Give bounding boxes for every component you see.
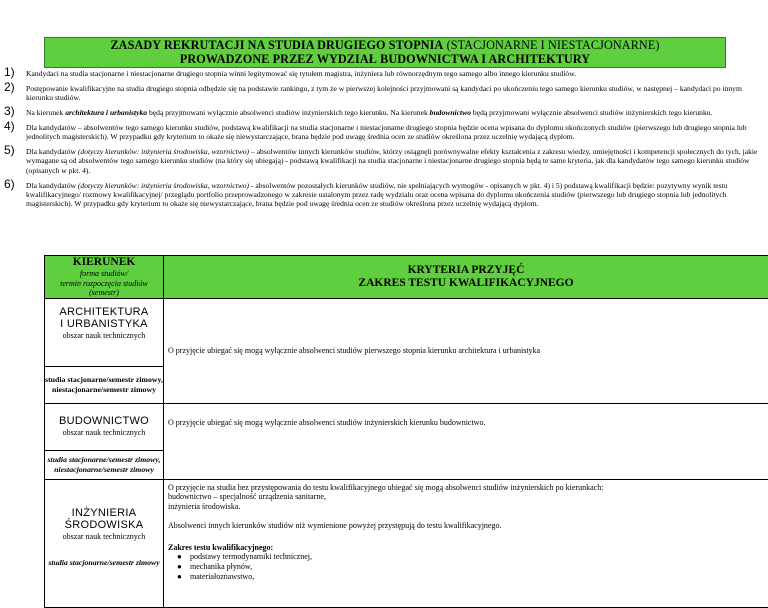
rule-text: - absolwentów pozostałych kierunków studiów, nie spełniających wymogów - opisanych w pkt. 4) i 5) podstawą kwalifikacji będzie: pozytywny wynik testu kwalifikacyjnego/ rozmowy kwalifikacyjnej/ przeglądu portfolio przeprowadzonego w zakresie ustalonym przez radę wydziału oraz ocena wpisana do dyplomu ukończenia studiów (pierwszego lub drugiego stopnia lub jednolitych magisterskich). W przypadku gdy kryterium to okaże się niewystarczające, brana będzie pod uwagę średnia ocen ze studiów określona przez uczelnię wydającą dyplom.	[26, 181, 728, 209]
page-title-main: ZASADY REKRUTACJI NA STUDIA DRUGIEGO STOPNIA	[110, 38, 443, 52]
header-field-subtitle: forma studiów/	[45, 269, 163, 279]
page-title-mode: (STACJONARNE I NIESTACJONARNE)	[443, 38, 659, 52]
rule-item	[4, 123, 762, 142]
study-mode: studia stacjonarne/semestr zimowy	[45, 558, 163, 568]
criteria-text: O przyjęcie ubiegać się mogą wyłącznie absolwenci studiów inżynierskich kierunku budownictwo.	[168, 418, 485, 427]
table-header-row	[45, 256, 768, 299]
bullet-icon: ●	[177, 562, 182, 572]
rule-number: 6)	[4, 180, 15, 189]
criteria-text: Absolwenci innych kierunków studiów niż wymienione powyżej przystępują do testu kwalifikacyjnego.	[168, 521, 768, 531]
table-row	[45, 403, 768, 450]
field-name: ŚRODOWISKA	[45, 519, 163, 532]
bullet-icon: ●	[177, 552, 182, 562]
rule-text: Kandydaci na studia stacjonarne i niestacjonarne drugiego stopnia winni legitymować się tytułem magistra, inżyniera lub równorzędnym tego samego albo innego kierunku studiów.	[26, 69, 576, 78]
page-title	[45, 38, 725, 52]
rule-text: Na kierunek	[26, 108, 65, 117]
list-item	[190, 562, 768, 572]
study-mode: studia stacjonarne/semestr zimowy,	[45, 455, 163, 465]
test-topic: materiałoznawstwo,	[190, 572, 254, 581]
table-row	[45, 479, 768, 607]
rule-emphasis: (dotyczy kierunków: inżynieria środowiska, wzornictwo)	[78, 147, 249, 156]
page-subtitle: PROWADZONE PRZEZ WYDZIAŁ BUDOWNICTWA I ARCHITEKTURY	[45, 52, 725, 66]
field-area: obszar nauk technicznych	[45, 331, 163, 341]
rule-item	[4, 147, 762, 175]
rule-text: Postępowanie kwalifikacyjne na studia drugiego stopnia odbędzie się na podstawie rankingu, z tym że w pierwszej kolejności przyjmowani są kandydaci po ukończeniu tego samego kierunku studiów, w następnej – kandydaci po innym kierunku studiów.	[26, 84, 742, 102]
field-name-cell	[45, 479, 164, 607]
study-mode: studia stacjonarne/semestr zimowy,	[45, 375, 163, 385]
criteria-text: inżynieria środowiska.	[168, 502, 768, 512]
header-field-of-study	[45, 256, 164, 299]
field-area: obszar nauk technicznych	[45, 428, 163, 438]
test-scope-label: Zakres testu kwalifikacyjnego:	[168, 543, 768, 553]
study-mode: niestacjonarne/semestr zimowy	[45, 385, 163, 395]
rule-number: 1)	[4, 68, 15, 77]
field-name: I URBANISTYKA	[45, 318, 163, 331]
header-criteria	[164, 256, 768, 299]
header-field-title: KIERUNEK	[45, 256, 163, 269]
test-topic: podstawy termodynamiki technicznej,	[190, 552, 312, 561]
rule-emphasis: (dotyczy kierunków: inżynieria środowiska, wzornictwo)	[78, 181, 249, 190]
field-name: INŻYNIERIA	[45, 507, 163, 520]
rule-item	[4, 181, 762, 209]
header-field-subtitle: termin rozpoczęcia studiów (semestr)	[45, 279, 163, 298]
table-row	[45, 298, 768, 366]
rule-number: 4)	[4, 122, 15, 131]
study-mode-cell	[45, 366, 164, 403]
bullet-icon: ●	[177, 572, 182, 582]
page-title-banner	[44, 37, 726, 68]
rule-text: będą przyjmowani wyłącznie absolwenci studiów inżynierskich tego kierunku. Na kierunek	[147, 108, 430, 117]
criteria-text: budownictwo – specjalność urządzenia sanitarne,	[168, 492, 768, 502]
field-name: ARCHITEKTURA	[45, 306, 163, 319]
rule-text: Dla kandydatów	[26, 147, 78, 156]
rule-item	[4, 108, 762, 117]
rule-text: Dla kandydatów – absolwentów tego samego kierunku studiów, podstawą kwalifikacji na studia stacjonarne i niestacjonarne drugiego stopnia będzie ocena wpisana do dyplomu ukończonych studiów (pierwszego lub drugiego stopnia lub jednolitych magisterskich). W przypadku gdy kryterium to okaże się niewystarczające, brana będzie pod uwagę średnia ocen ze studiów określona przez uczelnię wydającą dyplom.	[26, 123, 747, 141]
criteria-table	[44, 255, 768, 608]
criteria-text: O przyjęcie na studia bez przystępowania do testu kwalifikacyjnego ubiegać się mogą absolwenci studiów inżynierskich po kierunkach:	[168, 483, 768, 493]
criteria-cell	[164, 403, 768, 479]
test-topic: mechanika płynów,	[190, 562, 252, 571]
field-name: BUDOWNICTWO	[45, 415, 163, 428]
test-scope-list	[168, 552, 768, 581]
list-item	[190, 572, 768, 582]
rule-number: 3)	[4, 107, 15, 116]
header-criteria-subtitle: ZAKRES TESTU KWALIFIKACYJNEGO	[164, 277, 768, 290]
criteria-cell	[164, 479, 768, 607]
rule-text: – absolwentów innych kierunków studiów, którzy osiągnęli porównywalne efekty kształcenia z zakresu wiedzy, umiejętności i kompetencji społecznych do tych, jakie wymagane są od absolwentów tego samego kierunku studiów (na który się ubiegają) - podstawą kwalifikacji na studia stacjonarne i niestacjonarne drugiego stopnia będą te same kryteria, jak dla kandydatów tego samego kierunku studiów (opisanych w pkt. 4).	[26, 147, 757, 175]
criteria-text: O przyjęcie ubiegać się mogą wyłącznie absolwenci studiów pierwszego stopnia kierunku architektura i urbanistyka	[168, 346, 540, 355]
field-name-cell	[45, 403, 164, 450]
field-area: obszar nauk technicznych	[45, 532, 163, 542]
study-mode: niestacjonarne/semestr zimowy	[45, 465, 163, 475]
rule-emphasis: architektura i urbanistyka	[65, 108, 147, 117]
study-mode-cell	[45, 450, 164, 479]
rule-number: 5)	[4, 146, 15, 155]
rule-text: będą przyjmowani wyłącznie absolwenci studiów inżynierskich tego kierunku.	[471, 108, 712, 117]
rule-item	[4, 69, 762, 78]
rule-text: Dla kandydatów	[26, 181, 78, 190]
rule-emphasis: budownictwo	[430, 108, 471, 117]
rule-item	[4, 84, 762, 103]
list-item	[190, 552, 768, 562]
rules-list	[4, 69, 762, 214]
header-criteria-title: KRYTERIA PRZYJĘĆ	[164, 264, 768, 277]
field-name-cell	[45, 298, 164, 366]
criteria-cell	[164, 298, 768, 403]
rule-number: 2)	[4, 83, 15, 92]
